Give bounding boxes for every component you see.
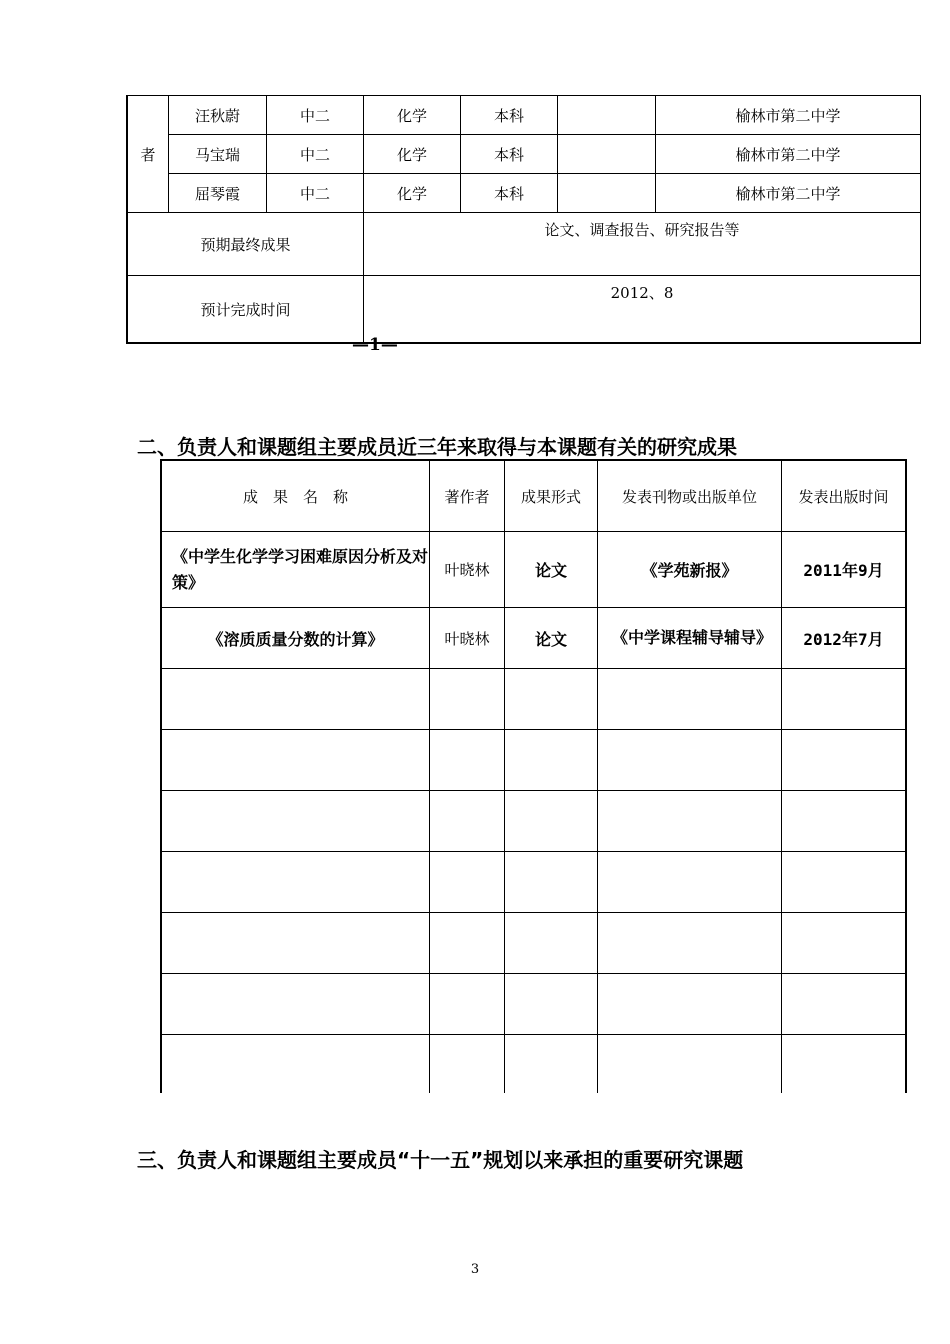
empty-cell — [598, 669, 782, 730]
member-row — [127, 174, 921, 213]
empty-row — [161, 974, 906, 1035]
empty-cell — [782, 730, 907, 791]
completion-time-value: 2012、8 — [364, 276, 921, 344]
achievement-date: 2012年7月 — [782, 608, 907, 669]
section-three-title: 三、负责人和课题组主要成员“十一五”规划以来承担的重要研究课题 — [137, 1148, 744, 1172]
empty-cell — [782, 913, 907, 974]
expected-outcome-value: 论文、调查报告、研究报告等 — [364, 213, 921, 276]
member-extra — [558, 96, 656, 135]
empty-cell — [598, 791, 782, 852]
empty-cell — [782, 852, 907, 913]
member-level: 中二 — [267, 135, 364, 174]
header-author: 著作者 — [430, 460, 505, 532]
achievement-form: 论文 — [505, 532, 598, 608]
members-side-label: 者 — [127, 96, 169, 213]
empty-cell — [782, 669, 907, 730]
achievement-publisher: 《学苑新报》 — [598, 532, 782, 608]
empty-cell — [430, 1035, 505, 1094]
header-title: 成 果 名 称 — [161, 460, 430, 532]
achievement-form: 论文 — [505, 608, 598, 669]
completion-time-row — [127, 276, 921, 344]
empty-cell — [505, 730, 598, 791]
empty-cell — [430, 852, 505, 913]
achievement-publisher: 《中学课程辅导辅导》 — [598, 608, 782, 669]
member-school: 榆林市第二中学 — [656, 96, 921, 135]
member-level: 中二 — [267, 96, 364, 135]
empty-cell — [505, 791, 598, 852]
table-header-row — [161, 460, 906, 532]
empty-cell — [598, 852, 782, 913]
empty-cell — [161, 791, 430, 852]
empty-cell — [598, 730, 782, 791]
member-row — [127, 135, 921, 174]
table-row — [161, 608, 906, 669]
member-subject: 化学 — [364, 96, 461, 135]
empty-cell — [430, 974, 505, 1035]
member-row — [127, 96, 921, 135]
member-name: 汪秋蔚 — [169, 96, 267, 135]
empty-cell — [505, 852, 598, 913]
empty-cell — [505, 1035, 598, 1094]
section-two-title: 二、负责人和课题组主要成员近三年来取得与本课题有关的研究成果 — [137, 435, 737, 459]
empty-cell — [505, 913, 598, 974]
empty-row — [161, 852, 906, 913]
empty-cell — [782, 791, 907, 852]
member-school: 榆林市第二中学 — [656, 174, 921, 213]
empty-cell — [161, 852, 430, 913]
empty-row — [161, 913, 906, 974]
header-form: 成果形式 — [505, 460, 598, 532]
completion-time-label: 预计完成时间 — [127, 276, 364, 344]
empty-cell — [430, 791, 505, 852]
header-publisher: 发表刊物或出版单位 — [598, 460, 782, 532]
member-level: 中二 — [267, 174, 364, 213]
empty-cell — [598, 913, 782, 974]
page-number: 3 — [470, 1262, 480, 1277]
table-row — [161, 532, 906, 608]
empty-row — [161, 791, 906, 852]
member-degree: 本科 — [461, 135, 558, 174]
achievement-author: 叶晓林 — [430, 608, 505, 669]
member-subject: 化学 — [364, 135, 461, 174]
achievement-date: 2011年9月 — [782, 532, 907, 608]
empty-cell — [161, 974, 430, 1035]
empty-cell — [782, 974, 907, 1035]
empty-cell — [598, 1035, 782, 1094]
member-name: 马宝瑞 — [169, 135, 267, 174]
empty-cell — [505, 669, 598, 730]
empty-cell — [161, 1035, 430, 1094]
achievement-title: 《溶质质量分数的计算》 — [161, 608, 430, 669]
empty-row — [161, 1035, 906, 1094]
empty-cell — [430, 913, 505, 974]
member-degree: 本科 — [461, 96, 558, 135]
achievement-title: 《中学生化学学习困难原因分析及对策》 — [161, 532, 430, 608]
expected-outcome-label: 预期最终成果 — [127, 213, 364, 276]
empty-cell — [505, 974, 598, 1035]
empty-cell — [161, 669, 430, 730]
member-degree: 本科 — [461, 174, 558, 213]
header-date: 发表出版时间 — [782, 460, 907, 532]
empty-row — [161, 669, 906, 730]
achievement-author: 叶晓林 — [430, 532, 505, 608]
empty-cell — [430, 669, 505, 730]
member-name: 屈琴霞 — [169, 174, 267, 213]
member-school: 榆林市第二中学 — [656, 135, 921, 174]
empty-cell — [598, 974, 782, 1035]
empty-cell — [782, 1035, 907, 1094]
member-extra — [558, 135, 656, 174]
expected-outcome-row — [127, 213, 921, 276]
members-table — [126, 95, 921, 344]
empty-row — [161, 730, 906, 791]
member-subject: 化学 — [364, 174, 461, 213]
achievements-table — [160, 459, 907, 1093]
empty-cell — [161, 913, 430, 974]
page-marker: —1— — [352, 335, 398, 355]
empty-cell — [161, 730, 430, 791]
member-extra — [558, 174, 656, 213]
empty-cell — [430, 730, 505, 791]
